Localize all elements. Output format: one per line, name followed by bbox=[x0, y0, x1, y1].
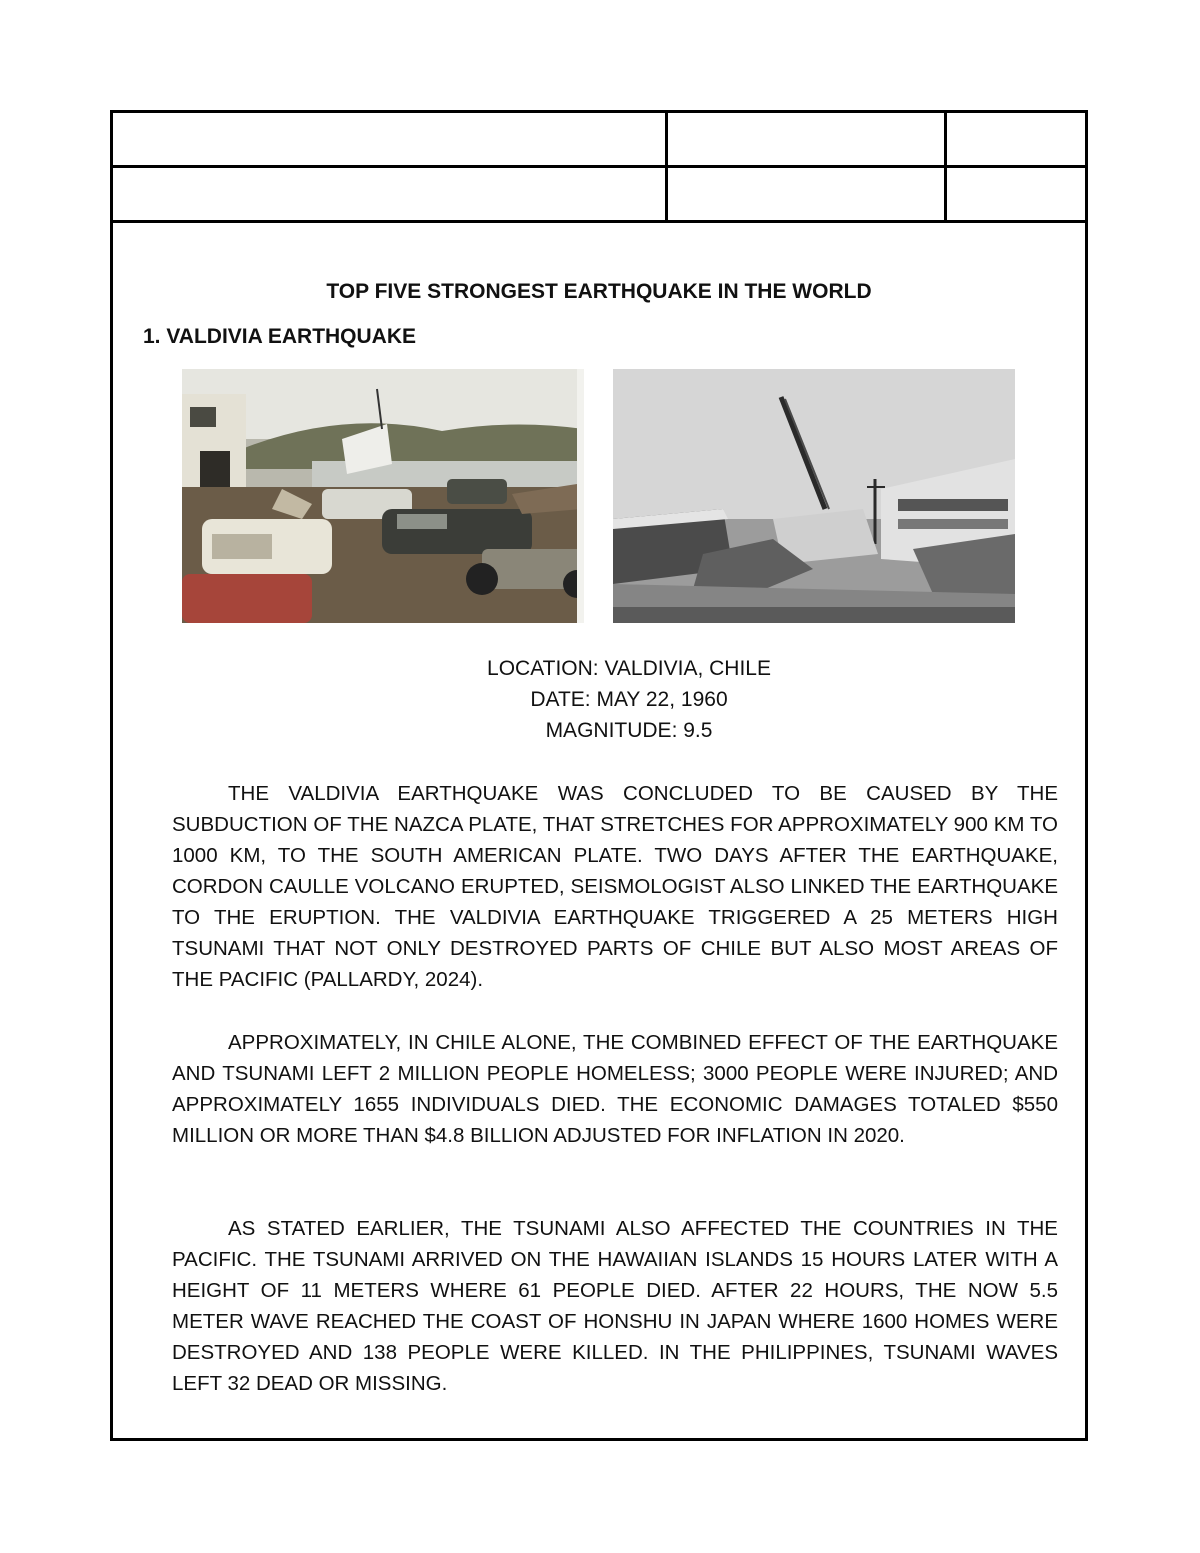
header-cell-name-2 bbox=[113, 168, 668, 220]
magnitude-text: MAGNITUDE: 9.5 bbox=[545, 719, 713, 742]
header-cell-name bbox=[113, 113, 668, 165]
header-cell-score-2 bbox=[947, 168, 1085, 220]
bw-photo-collapsed-buildings bbox=[613, 369, 1015, 623]
header-row-2 bbox=[113, 168, 1085, 223]
earthquake-facts bbox=[113, 653, 1145, 746]
header-cell-score bbox=[947, 113, 1085, 165]
header-cell-section-2 bbox=[668, 168, 947, 220]
header-cell-section bbox=[668, 113, 947, 165]
header-row-1 bbox=[113, 113, 1085, 168]
paragraph-damage: APPROXIMATELY, IN CHILE ALONE, THE COMBINED EFFECT OF THE EARTHQUAKE AND TSUNAMI LEFT 2 MILLION PEOPLE HOMELESS; 3000 PEOPLE WERE INJURED; AND APPROXIMATELY 1655 INDIVIDUALS DIED. THE ECONOMIC DAMAGES TOTALED $550 MILLION OR MORE THAN $4.8 BILLION ADJUSTED FOR INFLATION IN 2020. bbox=[172, 1031, 1058, 1147]
location-text: LOCATION: VALDIVIA, CHILE bbox=[487, 657, 771, 680]
date-text: DATE: MAY 22, 1960 bbox=[530, 688, 728, 711]
section-heading: 1. VALDIVIA EARTHQUAKE bbox=[143, 325, 417, 348]
paragraph-cause: THE VALDIVIA EARTHQUAKE WAS CONCLUDED TO BE CAUSED BY THE SUBDUCTION OF THE NAZCA PLATE, THAT STRETCHES FOR APPROXIMATELY 900 KM TO 1000 KM, TO THE SOUTH AMERICAN PLATE. TWO DAYS AFTER THE EARTHQUAKE, CORDON CAULLE VOLCANO ERUPTED, SEISMOLOGIST ALSO LINKED THE EARTHQUAKE TO THE ERUPTION. THE VALDIVIA EARTHQUAKE TRIGGERED A 25 METERS HIGH TSUNAMI THAT NOT ONLY DESTROYED PARTS OF CHILE BUT ALSO MOST AREAS OF THE PACIFIC (PALLARDY, 2024). bbox=[172, 782, 1058, 991]
document-title: TOP FIVE STRONGEST EARTHQUAKE IN THE WORLD bbox=[326, 280, 872, 303]
color-photo-wrecked-cars bbox=[182, 369, 584, 623]
document-frame bbox=[110, 110, 1088, 1441]
paragraph-pacific-impact: AS STATED EARLIER, THE TSUNAMI ALSO AFFECTED THE COUNTRIES IN THE PACIFIC. THE TSUNAMI ARRIVED ON THE HAWAIIAN ISLANDS 15 HOURS LATER WITH A HEIGHT OF 11 METERS WHERE 61 PEOPLE DIED. AFTER 22 HOURS, THE NOW 5.5 METER WAVE REACHED THE COAST OF HONSHU IN JAPAN WHERE 1600 HOMES WERE DESTROYED AND 138 PEOPLE WERE KILLED. IN THE PHILIPPINES, TSUNAMI WAVES LEFT 32 DEAD OR MISSING. bbox=[172, 1217, 1058, 1395]
